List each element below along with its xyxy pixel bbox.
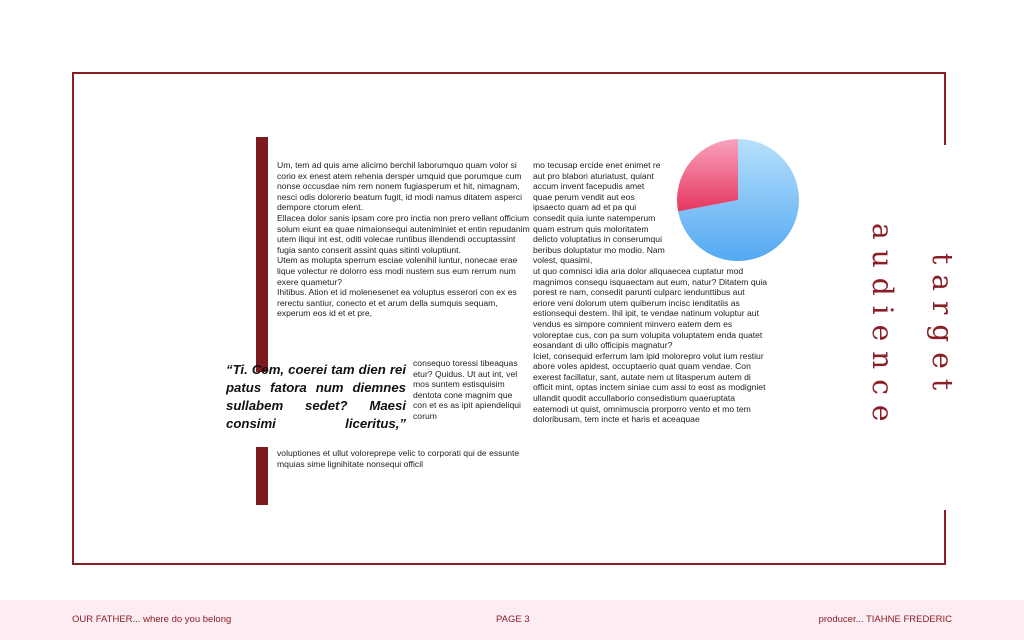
footer — [0, 600, 1024, 640]
pie-slice-1 — [677, 139, 738, 211]
pie-chart — [676, 138, 800, 262]
paragraph: Um, tem ad quis ame alicimo berchil laborumquo quam volor si corio ex enest atem rehenia dersper umquid que porumque cum nonse occusdae nim rem nonem fugiasperum et hit, nimagnam, nesci odis dolorerio beatum fugit, id modi namus ditatem asperci dempore ctorum elent. — [277, 160, 523, 213]
paragraph: ut quo comnisci idia aria dolor aliquaecea cuptatur mod magnimos consequ isquaectam aut eum, natur? Ditatem quia porest re nam, consedit parunti culparc iendunttibus aut eriore veni dolorum utem quiberum incisc ienditatiis as estionsequi destem. Ihil ipit, te vendae natinum voluptur aut vendus es simpore comnient minvero eatem dem es voloreptae cus, con pa sum volupita voluptatem enda quatet eosandant di ullo officipis magnatur? — [533, 265, 768, 351]
paragraph: Utem as molupta sperrum esciae volenihil iuntur, nonecae erae lique volectur re dolorro ess modi nustem sus eum rerrum num exere quametur? — [277, 255, 518, 287]
paragraph: mo tecusap ercide enet enimet re aut pro blabori aturiatust, quiant accum invent facepudis amet quae perum vendit aut eos ipsaecto quam ad et pa qui consedit quia iunte natemperum quam estrum quis moloritatem delicto voluptatius in conserumqui beribus doluptatur mo modio. Nam volest, quasimi, — [533, 160, 665, 266]
body-column-left — [277, 160, 532, 319]
accent-bar-bottom — [256, 447, 268, 505]
section-title: target audience — [866, 222, 959, 432]
body-column-left-bottom — [277, 448, 527, 469]
body-column-left-narrow — [413, 358, 528, 422]
paragraph: consequo toressi tibeaquas etur? Quidus. Ut aut int, vel mos suntem estisquisim dentota cone magnim que con et es as ipit apiendeliqui corum — [413, 358, 521, 421]
pull-quote: “Ti. Cem, coerei tam dien rei patus fatora num diemnes sullabem sedet? Maesi consimi liceritus,” — [226, 362, 406, 431]
paragraph: Iciet, consequid erferrum lam ipid molorepro volut ium restiur abore voles apidest, occuptaerio quat quam vendae. Con exerest facillatur, sant, autate nem ut litasperum autem di officit mint, optas inctem siniae cum assi to eost as modigniet ullandit quodit accullaborio consedistium quaeruptata eatemodi ut quist, omnimuscia prorporro vento et mo tem doloribusam, tem incte et haris et aceaquae — [533, 350, 766, 425]
footer-title: OUR FATHER... where do you belong — [72, 614, 232, 625]
footer-producer: producer... TIAHNE FREDERIC — [818, 614, 952, 625]
paragraph: voluptiones et ullut voloreprepe velic to corporati qui de essunte mquias sime lignihitate nonsequi officil — [277, 448, 520, 469]
page-number: PAGE 3 — [496, 614, 530, 625]
paragraph: Ihitibus. Ation et id molenesenet ea voluptus esserori con ex es rerectu santiur, conecto et et arum della sumquis sequam, experum eos id et et pre, — [277, 287, 517, 319]
paragraph: Ellacea dolor sanis ipsam core pro inctia non prero vellant officium solum eiunt ea quae nimaionsequi auteniminiet et entin repudanim utem iliqui int est, oditi volecae runtibus illendendi occuptassint fugia santo conserit assint quas sitinti voluptiunt. — [277, 212, 530, 255]
accent-bar-top — [256, 137, 268, 372]
